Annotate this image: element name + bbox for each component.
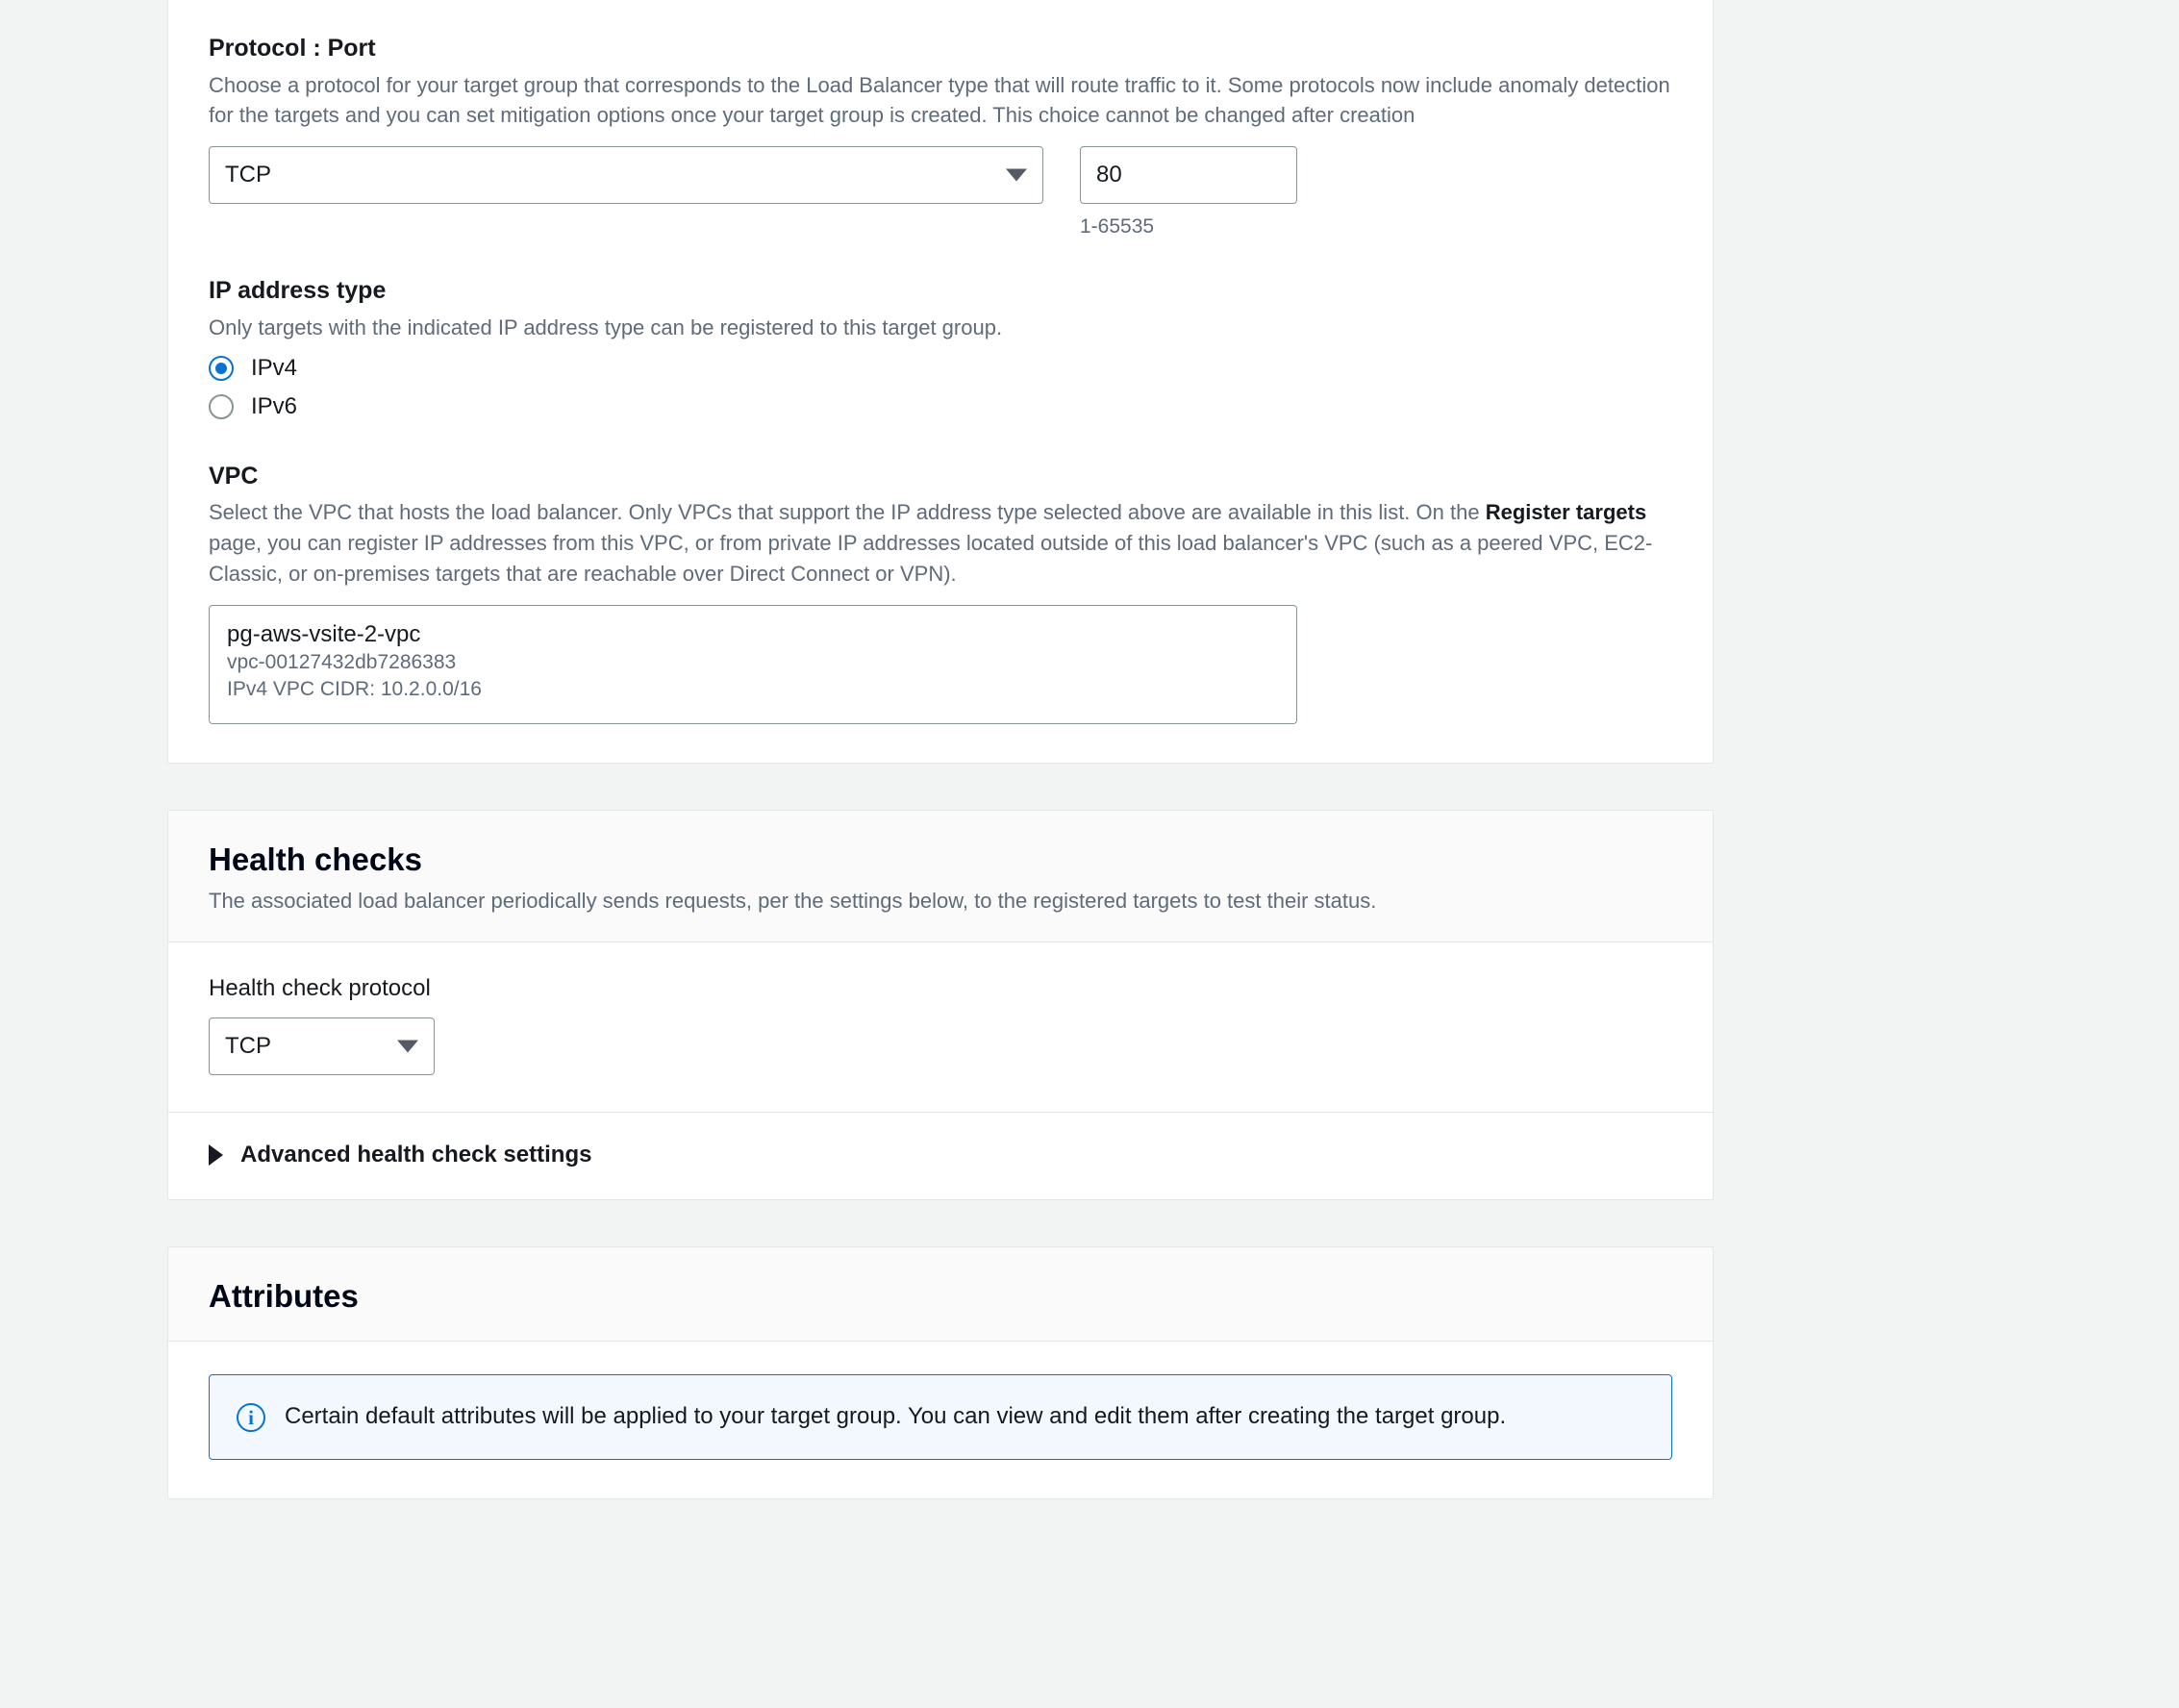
vpc-description <box>209 497 1672 590</box>
protocol-select-value: TCP <box>225 162 271 188</box>
ip-address-type-label: IP address type <box>209 277 387 305</box>
health-check-protocol-label: Health check protocol <box>209 974 431 1001</box>
vpc-field-group <box>209 461 1672 724</box>
chevron-down-icon <box>1006 169 1027 182</box>
health-checks-title: Health checks <box>209 841 422 877</box>
port-range-hint: 1-65535 <box>1080 215 1155 239</box>
radio-ipv4-icon[interactable] <box>209 356 234 381</box>
attributes-card <box>167 1246 1714 1499</box>
advanced-health-check-settings-toggle[interactable] <box>168 1113 1713 1199</box>
health-check-protocol-value: TCP <box>225 1032 271 1059</box>
protocol-port-field-group <box>209 33 1672 239</box>
port-input-wrapper <box>1080 146 1297 239</box>
health-checks-subtitle: The associated load balancer periodically sends requests, per the settings below, to the registered targets to test their status. <box>209 889 1377 914</box>
target-group-basic-config-card <box>167 0 1714 764</box>
health-check-protocol-body <box>168 942 1713 1113</box>
vpc-selected-cidr: IPv4 VPC CIDR: 10.2.0.0/16 <box>227 678 482 701</box>
vpc-select[interactable] <box>209 605 1297 724</box>
info-icon: i <box>237 1403 265 1432</box>
vpc-description-bold: Register targets <box>1485 500 1647 525</box>
protocol-select-wrapper <box>209 146 1043 204</box>
vpc-selected-id: vpc-00127432db7286383 <box>227 651 457 674</box>
protocol-port-label: Protocol : Port <box>209 35 376 62</box>
radio-ipv6-label: IPv6 <box>251 392 298 419</box>
attributes-info-alert <box>209 1374 1672 1460</box>
health-check-protocol-select[interactable] <box>209 1017 435 1075</box>
vpc-description-part1: Select the VPC that hosts the load balancer. Only VPCs that support the IP address type selected above are available in this list. On the <box>209 500 1486 525</box>
protocol-port-description: Choose a protocol for your target group that corresponds to the Load Balancer type that will route traffic to it. Some protocols now include anomaly detection for the targets and you can set mitigation options once your target group is created. This choice cannot be changed after creation <box>209 72 1670 128</box>
vpc-label: VPC <box>209 462 259 490</box>
ip-address-type-field-group <box>209 275 1672 419</box>
basic-config-body <box>168 0 1713 763</box>
chevron-right-icon <box>209 1144 223 1166</box>
ip-address-type-description: Only targets with the indicated IP address type can be registered to this target group. <box>209 314 1003 339</box>
chevron-down-icon <box>397 1040 418 1052</box>
radio-ipv4-label: IPv4 <box>251 354 298 381</box>
radio-option-ipv6[interactable] <box>209 393 1672 420</box>
protocol-select[interactable] <box>209 146 1043 204</box>
radio-option-ipv4[interactable] <box>209 355 1672 382</box>
protocol-port-controls <box>209 146 1672 239</box>
attributes-title: Attributes <box>209 1277 359 1314</box>
advanced-health-check-settings-label: Advanced health check settings <box>240 1141 592 1168</box>
health-checks-card <box>167 810 1714 1200</box>
health-checks-header <box>168 811 1713 942</box>
port-input[interactable] <box>1080 146 1297 204</box>
radio-ipv6-icon[interactable] <box>209 394 234 419</box>
attributes-info-text: Certain default attributes will be applied to your target group. You can view and edit them after creating the target group. <box>285 1403 1507 1430</box>
vpc-selected-name: pg-aws-vsite-2-vpc <box>227 620 421 647</box>
attributes-header <box>168 1247 1713 1342</box>
vpc-description-part2: page, you can register IP addresses from this VPC, or from private IP addresses located outside of this load balancer's VPC (such as a peered VPC, EC2-Classic, or on-premises targets that are reachable over Direct Connect or VPN). <box>209 531 1653 586</box>
